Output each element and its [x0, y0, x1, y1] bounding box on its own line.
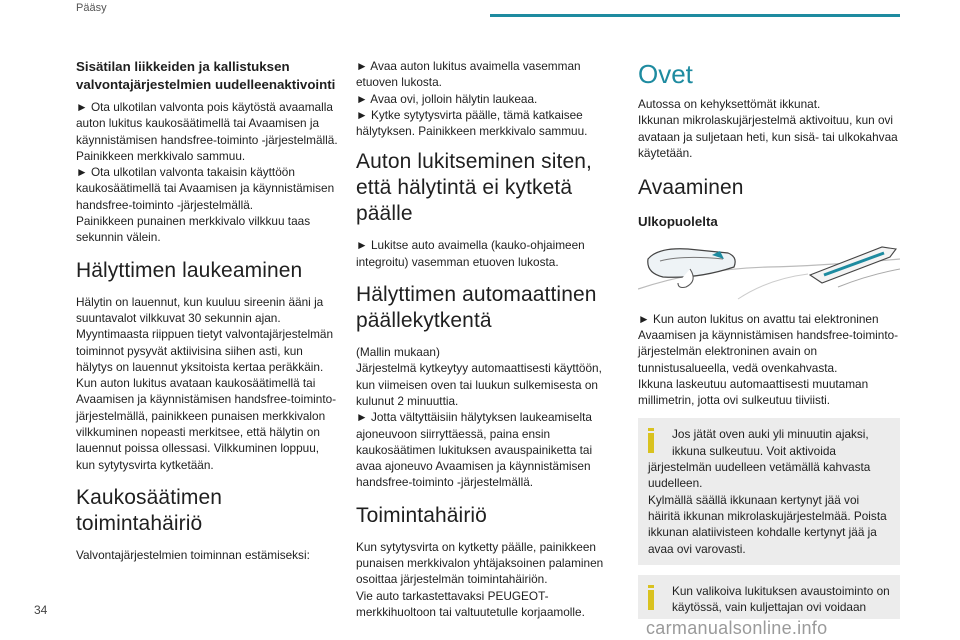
note-1-first-line: Jos jätät oven auki yli minuutin ajaksi, ikkuna sulkeutuu. Voit aktivoida [672, 427, 869, 458]
info-note-1 [638, 418, 900, 564]
paragraph-malfunction: Kun sytytysvirta on kytketty päälle, painikkeen punaisen merkkivalon yhtäjaksoinen palaminen osoittaa järjestelmän toimintahäiriön. Vie auto tarkastettavaksi PEUGEOT-merkkihuoltoon tai valtuutetulle korjaamolle. [356, 539, 604, 619]
paragraph-remote-fault: Valvontajärjestelmien toiminnan estämiseksi: [76, 547, 310, 562]
header-section: Pääsy [76, 2, 107, 14]
heading-opening: Avaaminen [638, 176, 744, 200]
heading-auto-activation: Hälyttimen automaattinen päällekytkentä [356, 283, 597, 333]
note-1-text: järjestelmän uudelleen vetämällä kahvasta uudelleen. Kylmällä säällä ikkunaan kertynyt jää voi häiritä ikkunan mikrolaskujärjestelmää. Poista ikkunan alatiivisteen kohdalle kertynyt jää ja avaa ovi varovasti. [648, 460, 887, 556]
heading-lock-without-alarm: Auton lukitseminen siten, että hälytintä ei kytketä päälle [356, 150, 592, 226]
note-2-text: Kun valikoiva lukituksen avaustoiminto on käytössä, vain kuljettajan ovi voidaan [672, 583, 890, 615]
heading-remote-fault: Kaukosäätimen toimintahäiriö [76, 485, 223, 535]
column-1 [76, 58, 338, 565]
info-note-2 [638, 575, 900, 620]
heading-doors: Ovet [638, 59, 693, 89]
watermark: carmanualsonline.info [646, 618, 828, 638]
paragraph-reactivation: ► Ota ulkotilan valvonta pois käytöstä avaamalla auton lukitus kaukosäätimellä tai Avaamisen ja käynnistämisen handsfree-toiminto -järjestelmällä. Painikkeen merkkivalo sammuu. ► Ota ulkotilan valvonta takaisin käyttöön kaukosäätimellä tai Avaamisen ja käynnistämisen handsfree-toiminto -järjestelmällä. Painikkeen punainen merkkivalo vilkkuu taas sekunnin välein. [76, 100, 338, 245]
paragraph-lock-without-alarm: ► Lukitse auto avaimella (kauko-ohjaimeen integroitu) vasemman etuoven lukosta. [356, 238, 585, 269]
paragraph-doors: Autossa on kehyksettömät ikkunat. Ikkunan mikrolaskujärjestelmä aktivoituu, kun ovi avataan ja suljetaan heti, kun sisä- tai ulkokahvaa käytetään. [638, 97, 898, 160]
paragraph-auto-activation: (Mallin mukaan) Järjestelmä kytkeytyy automaattisesti käyttöön, kun viimeisen oven tai luukun sulkemisesta on kulunut 2 minuuttia. ► Jotta vältyttäisiin hälytyksen laukeamiselta ajoneuvoon siirryttäessä, paina ensin kaukosäätimen lukituksen avauspainiketta tai avaa ajoneuvo Avaamisen ja käynnistämisen handsfree-toiminto -järjestelmällä. [356, 345, 602, 490]
info-icon [648, 585, 654, 610]
heading-alarm-triggered: Hälyttimen laukeaminen [76, 258, 303, 282]
info-icon [648, 428, 654, 453]
column-2 [356, 58, 618, 622]
column-3 [638, 60, 900, 629]
door-handle-illustration [638, 239, 900, 301]
heading-reactivation: Sisätilan liikkeiden ja kallistuksen valvontajärjestelmien uudelleenaktivointi [76, 59, 336, 92]
paragraph-unlock-steps: ► Avaa auton lukitus avaimella vasemman etuoven lukosta. ► Avaa ovi, jolloin hälytin laukeaa. ► Kytke sytytysvirta päälle, tämä katkaisee hälytyksen. Painikkeen merkkivalo sammuu. [356, 59, 588, 139]
heading-from-outside: Ulkopuolelta [638, 214, 718, 230]
page-number: 34 [34, 603, 48, 617]
paragraph-from-outside: ► Kun auton lukitus on avattu tai elektroninen Avaamisen ja käynnistämisen handsfree-toiminto-järjestelmän elektroninen avain on tunnistusalueella, vedä ovenkahvasta. Ikkuna laskeutuu automaattisesti muutaman millimetrin, jotta ovi sulkeutuu tiiviisti. [638, 311, 899, 408]
heading-malfunction: Toimintahäiriö [356, 503, 487, 527]
paragraph-alarm-triggered: Hälytin on lauennut, kun kuuluu sireenin ääni ja suuntavalot vilkkuvat 30 sekunnin ajan. Myyntimaasta riippuen tietyt valvontajärjestelmän toiminnot pysyvät aktiivisina siihen asti, kun hälytys on lauennut yksitoista kertaa peräkkäin. Kun auton lukitus avataan kaukosäätimellä tai Avaamisen ja käynnistämisen handsfree-toiminto-järjestelmällä, painikkeen punaisen merkkivalon vilkkuminen nopeasti merkitsee, että hälytin on lauennut poissa ollessasi. Vilkkuminen loppuu, kun sytytysvirta kytketään. [76, 294, 337, 472]
header-accent-bar [490, 14, 900, 17]
